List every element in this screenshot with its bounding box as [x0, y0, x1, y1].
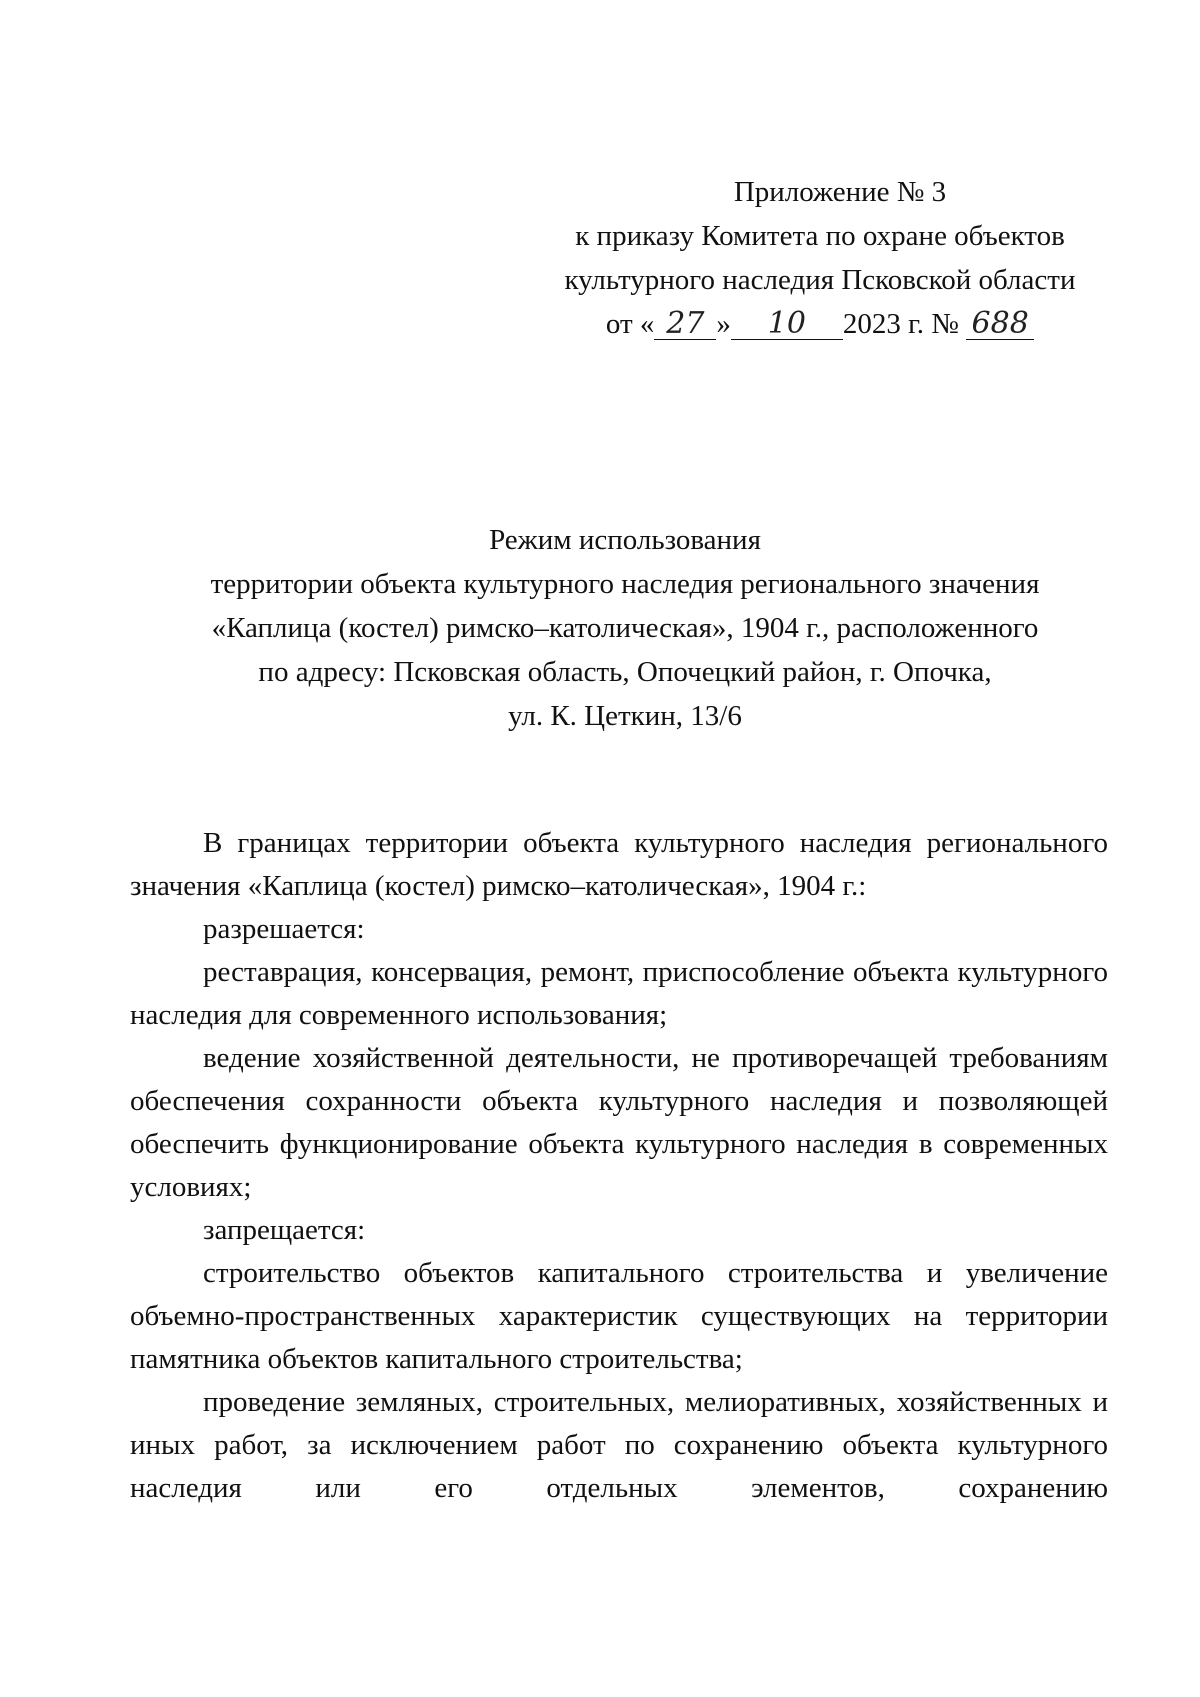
date-mid: »: [716, 308, 731, 340]
document-title: [130, 518, 1120, 738]
title-line-1: Режим использования: [489, 524, 761, 556]
date-year: 2023 г. №: [842, 308, 959, 340]
appendix-number: Приложение № 3: [733, 176, 947, 208]
paragraph-forbidden-construction: строительство объектов капитального строительства и увеличение объемно-пространственных характеристик существующих на территории памятника объектов капитального строительства;: [130, 1257, 1108, 1375]
handwritten-month: 10: [731, 309, 843, 340]
document-body: [130, 822, 1108, 1510]
date-prefix: от «: [605, 308, 655, 340]
order-date-line: [540, 302, 1100, 346]
handwritten-day: 27: [654, 309, 716, 340]
title-line-2: территории объекта культурного наследия регионального значения: [210, 568, 1040, 600]
paragraph-allowed-economic: ведение хозяйственной деятельности, не противоречащей требованиям обеспечения сохранности объекта культурного наследия и позволяющей обеспечить функционирование объекта культурного наследия в современных условиях;: [130, 1042, 1108, 1203]
appendix-committee: культурного наследия Псковской области: [564, 264, 1076, 296]
appendix-header: [540, 170, 1100, 346]
paragraph-intro: В границах территории объекта культурного наследия регионального значения «Каплица (костел) римско–католическая», 1904 г.:: [130, 827, 1108, 902]
title-line-3: «Каплица (костел) римско–католическая», 1904 г., расположенного: [211, 612, 1039, 644]
paragraph-forbidden-heading: запрещается:: [203, 1214, 366, 1246]
appendix-order-ref: к приказу Комитета по охране объектов: [575, 220, 1065, 252]
paragraph-allowed-heading: разрешается:: [203, 913, 365, 945]
handwritten-order-number: 688: [966, 309, 1034, 340]
title-line-5: ул. К. Цеткин, 13/6: [508, 700, 742, 732]
paragraph-forbidden-works: проведение земляных, строительных, мелиоративных, хозяйственных и иных работ, за исключением работ по сохранению объекта культурного наследия или его отдельных элементов, сохранению: [130, 1386, 1108, 1504]
paragraph-allowed-restoration: реставрация, консервация, ремонт, приспособление объекта культурного наследия для современного использования;: [130, 956, 1108, 1031]
title-line-4: по адресу: Псковская область, Опочецкий район, г. Опочка,: [258, 656, 992, 688]
